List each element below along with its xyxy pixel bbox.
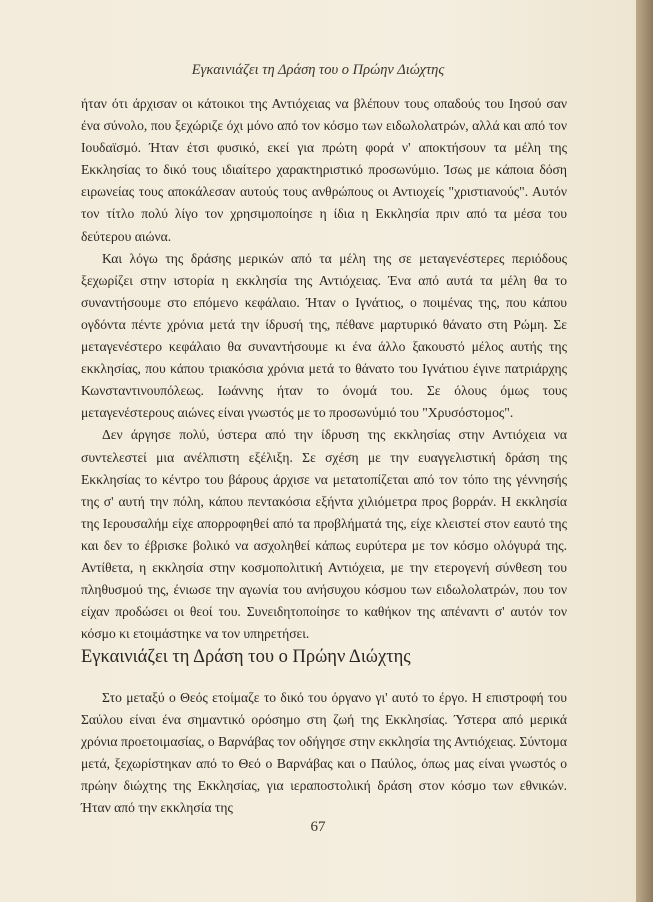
paragraph: ήταν ότι άρχισαν οι κάτοικοι της Αντιόχειας να βλέπουν τους οπαδούς του Ιησού σαν ένα σύνολο, που ξεχώριζε όχι μόνο από τον κόσμο των ειδωλολατρών, αλλά και από τον Ιουδαϊσμό. Ήταν έτσι φυσικό, εκεί για πρώτη φορά ν' αποκτήσουν τα μέλη της Εκκλησίας το δικό τους ιδιαίτερο χαρακτηριστικό προσωνύμιο. Ίσως με κάποια δόση ειρωνείας τους αποκάλεσαν αυτούς τους ανθρώπους οι Αντιοχείς "χριστιανούς". Αυτόν τον τίτλο πολύ λίγο τον χρησιμοποίησε η ίδια η Εκκλησία πριν από τα μέσα του δεύτερου αιώνα. xyxy=(81,96,567,244)
section-heading: Εγκαινιάζει τη Δράση του ο Πρώην Διώχτης xyxy=(81,647,411,667)
section-body-text xyxy=(81,687,567,820)
paragraph: Στο μεταξύ ο Θεός ετοίμαζε το δικό του όργανο γι' αυτό το έργο. Η επιστροφή του Σαύλου είναι ένα σημαντικό ορόσημο στη ζωή της Εκκλησίας. Ύστερα από μερικά χρόνια προετοιμασίας, ο Βαρνάβας τον οδήγησε στην εκκλησία της Αντιόχειας. Σύντομα μετά, ξεχωρίστηκαν από το Θεό ο Βαρνάβας και ο Παύλος, όπως μας είναι γνωστός ο πρώην διώχτης της Εκκλησίας, για ιεραποστολική δράση στον κόσμο των εθνικών. Ήταν από την εκκλησία της xyxy=(81,690,567,816)
running-head: Εγκαινιάζει τη Δράση του ο Πρώην Διώχτης xyxy=(191,62,445,78)
book-spine-edge xyxy=(636,0,653,902)
page-number: 67 xyxy=(310,819,326,835)
paragraph: Δεν άργησε πολύ, ύστερα από την ίδρυση της εκκλησίας στην Αντιόχεια να συντελεστεί μια ανέλπιστη εξέλιξη. Σε σχέση με την ευαγγελιστική δράση της Εκκλησίας το κέντρο του βάρους άρχισε να μετατοπίζεται από τον τόπο της γέννησής της σ' αυτή την πόλη, κάπου πεντακόσια εξήντα χιλιόμετρα προς βορράν. Η εκκλησία της Ιερουσαλήμ είχε απορροφηθεί από τα προβλήματά της, είχε κλειστεί στον εαυτό της και δεν το έβρισκε βολικό να ασχοληθεί κάπως ευρύτερα με τον κόσμο ολόγυρά της. Αντίθετα, η εκκλησία στην κοσμοπολιτική Αντιόχεια, με την ετερογενή σύνθεση του πληθυσμού της, ένιωσε την αγωνία του ανήσυχου κόσμου των ειδωλολατρών, που τον είχαν προδώσει οι θεοί του. Συνειδητοποίησε το καθήκον της απέναντι σ' αυτόν τον κόσμο κι ετοιμάστηκε να τον υπηρετήσει. xyxy=(81,427,567,642)
body-text xyxy=(81,93,567,645)
paragraph: Και λόγω της δράσης μερικών από τα μέλη της σε μεταγενέστερες περιόδους ξεχωρίζει στην ιστορία η εκκλησία της Αντιόχειας. Ένα από αυτά τα μέλη θα το συναντήσουμε στο επόμενο κεφάλαιο. Ήταν ο Ιγνάτιος, ο ποιμένας της, που κάπου ογδόντα πέντε χρόνια μετά την ίδρυσή της, πέθανε μαρτυρικό θάνατο στη Ρώμη. Σε μεταγενέστερο κεφάλαιο θα συναντήσουμε κι ένα άλλο ξακουστό μέλος αυτής της εκκλησίας, που κάπου τριακόσια χρόνια μετά το θάνατο του Ιγνάτιου έγινε πατριάρχης Κωνσταντινουπόλεως. Ιωάννης ήταν το όνομά του. Σε όλους όμως τους μεταγενέστερους αιώνες είναι γνωστός με το προσωνύμιό του "Χρυσόστομος". xyxy=(81,250,567,421)
